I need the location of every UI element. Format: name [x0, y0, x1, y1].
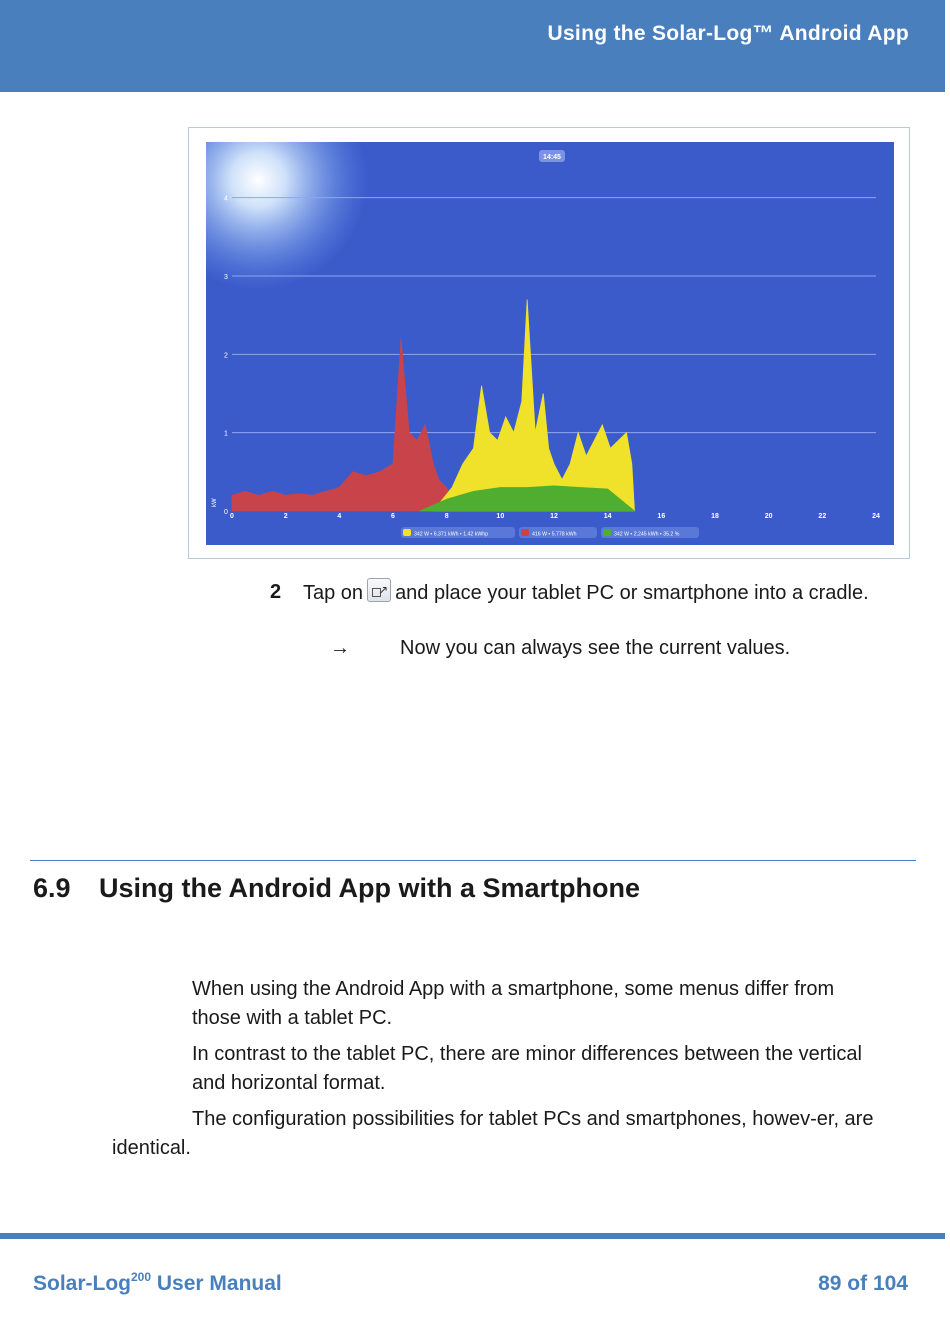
x-tick-label: 6: [391, 513, 395, 520]
x-tick-label: 22: [818, 513, 827, 520]
x-tick-label: 0: [230, 513, 234, 520]
production-chart: [206, 142, 894, 545]
legend-swatch: [521, 529, 529, 536]
legend-swatch: [403, 529, 411, 536]
x-tick-label: 16: [657, 513, 666, 520]
footer-page-number: 89 of 104: [818, 1272, 908, 1295]
x-tick-label: 14: [603, 513, 612, 520]
x-tick-label: 24: [872, 513, 880, 520]
footer-model: 200: [131, 1270, 152, 1284]
page-header: [0, 0, 945, 92]
time-label: 14:45: [543, 154, 561, 161]
fullscreen-icon: [367, 578, 391, 602]
step-text-before: Tap on: [303, 582, 364, 604]
x-tick-label: 18: [711, 513, 719, 520]
x-tick-label: 4: [337, 513, 342, 520]
paragraph-1: When using the Android App with a smartphone, some menus differ from those with a tablet PC.: [192, 978, 835, 1029]
footer-suffix: User Manual: [151, 1272, 282, 1295]
legend-swatch: [603, 529, 611, 536]
footer-product: Solar-Log: [33, 1272, 131, 1295]
x-tick-label: 20: [764, 513, 773, 520]
x-tick-label: 10: [496, 513, 505, 520]
footer-rule: [0, 1233, 945, 1239]
y-tick-label: 4: [224, 195, 228, 203]
y-tick-label: 0: [224, 509, 228, 516]
section-title: Using the Android App with a Smartphone: [99, 873, 640, 903]
paragraph-3: The configuration possibilities for tablet PCs and smartphones, howev-er, are identical.: [112, 1108, 874, 1159]
section-number: 6.9: [33, 873, 71, 903]
y-unit-label: kW: [212, 498, 218, 507]
section-divider: [30, 860, 916, 861]
legend-label: 342 W • 6.371 kWh • 1.42 kWhp: [414, 531, 488, 538]
paragraph-2: In contrast to the tablet PC, there are minor differences between the vertical and horizontal format.: [192, 1043, 862, 1094]
step-text-after: and place your tablet PC or smartphone into a cradle.: [395, 582, 869, 604]
app-screen: [206, 142, 894, 545]
result-arrow-icon: →: [330, 637, 350, 659]
y-tick-label: 2: [224, 352, 228, 360]
step-text: [303, 578, 903, 608]
x-tick-label: 8: [444, 513, 449, 520]
result-text: Now you can always see the current values.: [400, 637, 791, 659]
y-tick-label: 1: [224, 430, 228, 438]
header-title: Using the Solar-Log™ Android App: [547, 22, 909, 45]
x-tick-label: 2: [283, 513, 288, 520]
legend-label: 342 W • 2.245 kWh • 35.2 %: [614, 531, 680, 538]
y-tick-label: 3: [224, 274, 228, 281]
x-tick-label: 12: [550, 513, 558, 520]
app-screenshot-figure: [188, 127, 910, 559]
footer-manual-title: [33, 1270, 282, 1296]
legend-label: 416 W • 5.778 kWh: [532, 531, 577, 538]
step-number: 2: [270, 581, 282, 603]
